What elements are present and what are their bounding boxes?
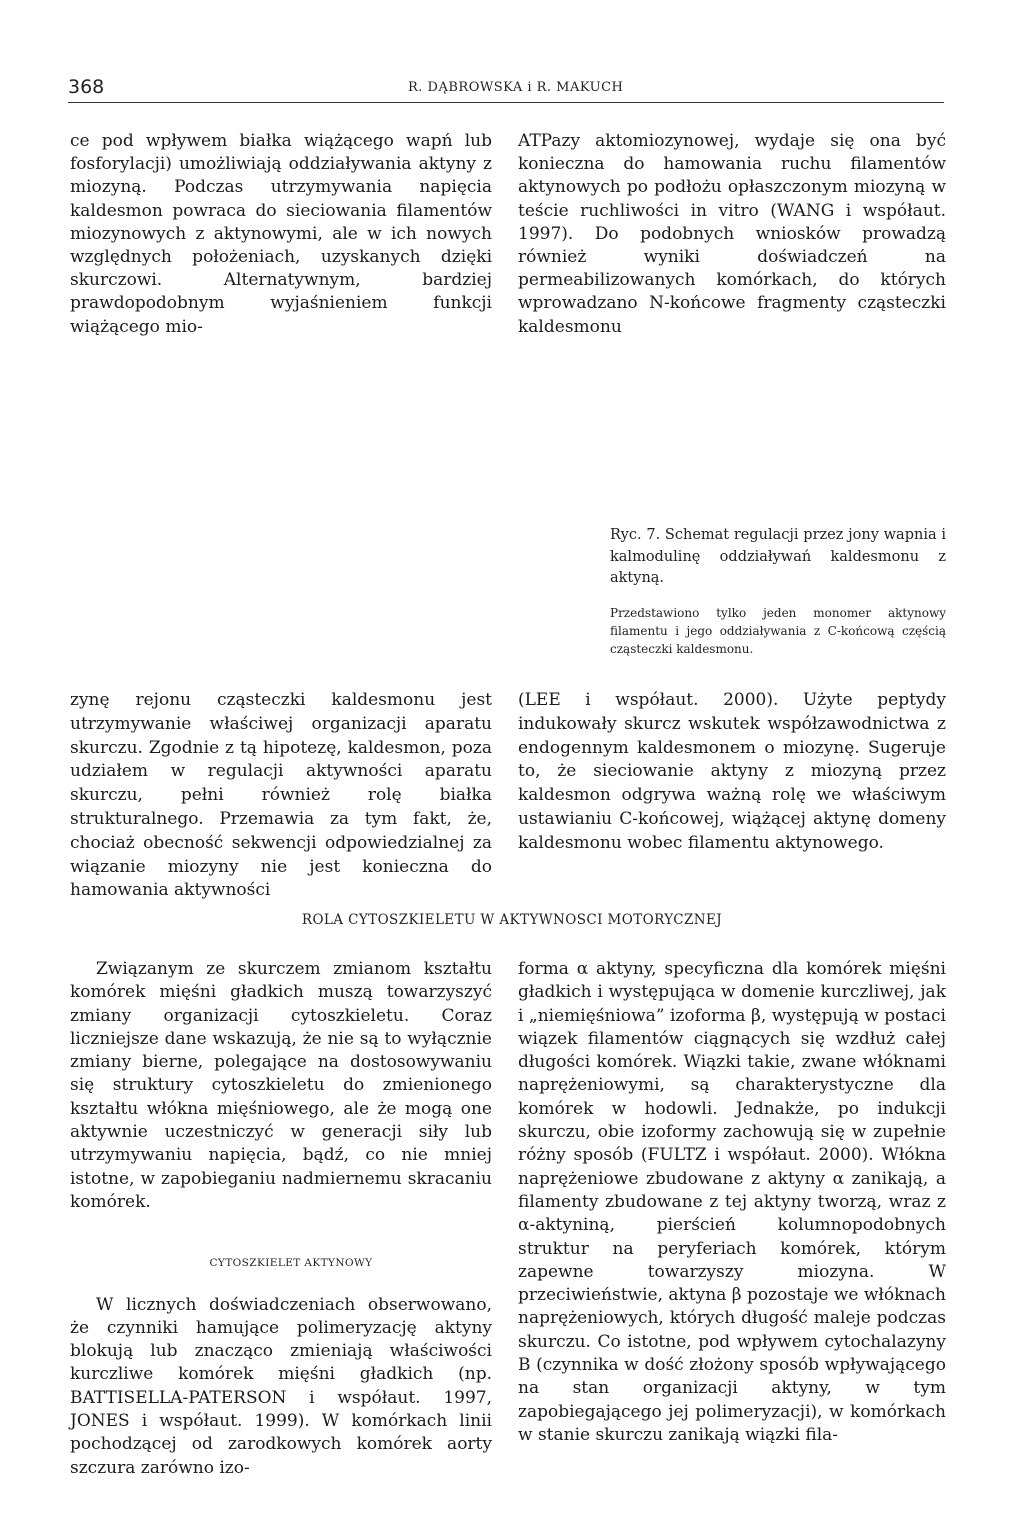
middle-left-column xyxy=(70,689,492,903)
top-left-column xyxy=(70,130,492,339)
subsection-title: CYTOSZKIELET AKTYNOWY xyxy=(209,1257,373,1270)
paragraph: zynę rejonu cząsteczki kaldesmonu jest utrzymywanie właściwej organizacji aparatu skurczu. Zgodnie z tą hipotezę, kaldesmon, poza udziałem w regulacji aktywności aparatu skurczu, pełni również rolę białka strukturalnego. Przemawia za tym fakt, że, chociaż obecność sekwencji odpowiedzialnej za wiązanie miozyny nie jest konieczna do hamowania aktywności xyxy=(70,690,492,901)
caption-text: Ryc. 7. Schemat regulacji przez jony wapnia i kalmodulinę oddziaływań kaldesmonu z aktyną. xyxy=(610,527,946,586)
page-header xyxy=(68,74,944,104)
middle-right-column xyxy=(518,689,946,856)
page-number: 368 xyxy=(68,76,105,98)
caption-note: Przedstawiono tylko jeden monomer aktynowy filamentu i jego oddziaływania z C-końcową częścią cząsteczki kaldesmonu. xyxy=(610,605,946,656)
section-right-column xyxy=(518,958,946,1447)
top-right-column xyxy=(518,130,946,339)
section-title: ROLA CYTOSZKIELETU W AKTYWNOSCI MOTORYCZNEJ xyxy=(301,912,723,928)
section-left-column xyxy=(70,958,492,1480)
running-title: R. DĄBROWSKA i R. MAKUCH xyxy=(408,80,624,95)
header-rule xyxy=(68,102,944,103)
paragraph: Związanym ze skurczem zmianom kształtu komórek mięśni gładkich muszą towarzyszyć zmiany organizacji cytoszkieletu. Coraz liczniejsze dane wskazują, że nie są to wyłącznie zmiany bierne, polegające na dostosowywaniu się struktury cytoszkieletu do zmienionego kształtu włókna mięśniowego, ale że mogą one aktywnie uczestniczyć w generacji siły lub utrzymywaniu napięcia, bądź, co nie mniej istotne, w zapobieganiu nadmiernemu skracaniu komórek. xyxy=(70,959,492,1212)
figure-caption xyxy=(610,525,946,658)
paragraph: ce pod wpływem białka wiążącego wapń lub fosforylacji) umożliwiają oddziaływania aktyny z miozyną. Podczas utrzymywania napięcia kaldesmon powraca do sieciowania filamentów miozynowych z aktynowymi, ale w ich nowych względnych położeniach, uzyskanych dzięki skurczowi. Alternatywnym, bardziej prawdopodobnym wyjaśnieniem funkcji wiążącego mio- xyxy=(70,131,492,337)
paragraph: forma α aktyny, specyficzna dla komórek mięśni gładkich i występująca w domenie kurczliwej, jak i „niemięśniowa” izoforma β, występują w postaci wiązek filamentów ciągnących się wzdłuż całej długości komórek. Wiązki takie, zwane włóknami naprężeniowymi, są charakterystyczne dla komórek w hodowli. Jednakże, po indukcji skurczu, obie izoformy zachowują się w zupełnie różny sposób (FULTZ i współaut. 2000). Włókna naprężeniowe zbudowane z aktyny α zanikają, a filamenty zbudowane z tej aktyny tworzą, wraz z α-aktyniną, pierścień kolumnopodobnych struktur na peryferiach komórek, którym zapewne towarzyszy miozyna. W przeciwieństwie, aktyna β pozostaje we włóknach naprężeniowych, których długość maleje podczas skurczu. Co istotne, pod wpływem cytochalazyny B (czynnika w dość złożony sposób wpływającego na stan organizacji aktyny, w tym zapobiegającego jej polimeryzacji), w komórkach w stanie skurczu zanikają wiązki fila- xyxy=(518,959,946,1445)
paragraph: ATPazy aktomiozynowej, wydaje się ona być konieczna do hamowania ruchu filamentów aktynowych po podłożu opłaszczonym miozyną w teście ruchliwości in vitro (WANG i współaut. 1997). Do podobnych wniosków prowadzą również wyniki doświadczeń na permeabilizowanych komórkach, do których wprowadzano N-końcowe fragmenty cząsteczki kaldesmonu xyxy=(518,131,946,337)
paragraph: W licznych doświadczeniach obserwowano, że czynniki hamujące polimeryzację aktyny blokują lub znacząco zmieniają właściwości kurczliwe komórek mięśni gładkich (np. BATTISELLA-PATERSON i współaut. 1997, JONES i współaut. 1999). W komórkach linii pochodzącej od zarodkowych komórek aorty szczura zarówno izo- xyxy=(70,1294,492,1478)
paragraph: (LEE i współaut. 2000). Użyte peptydy indukowały skurcz wskutek współzawodnictwa z endogennym kaldesmonem o miozynę. Sugeruje to, że sieciowanie aktyny z miozyną przez kaldesmon odgrywa ważną rolę we właściwym ustawianiu C-końcowej, wiążącej aktynę domeny kaldesmonu wobec filamentu aktynowego. xyxy=(518,690,946,853)
